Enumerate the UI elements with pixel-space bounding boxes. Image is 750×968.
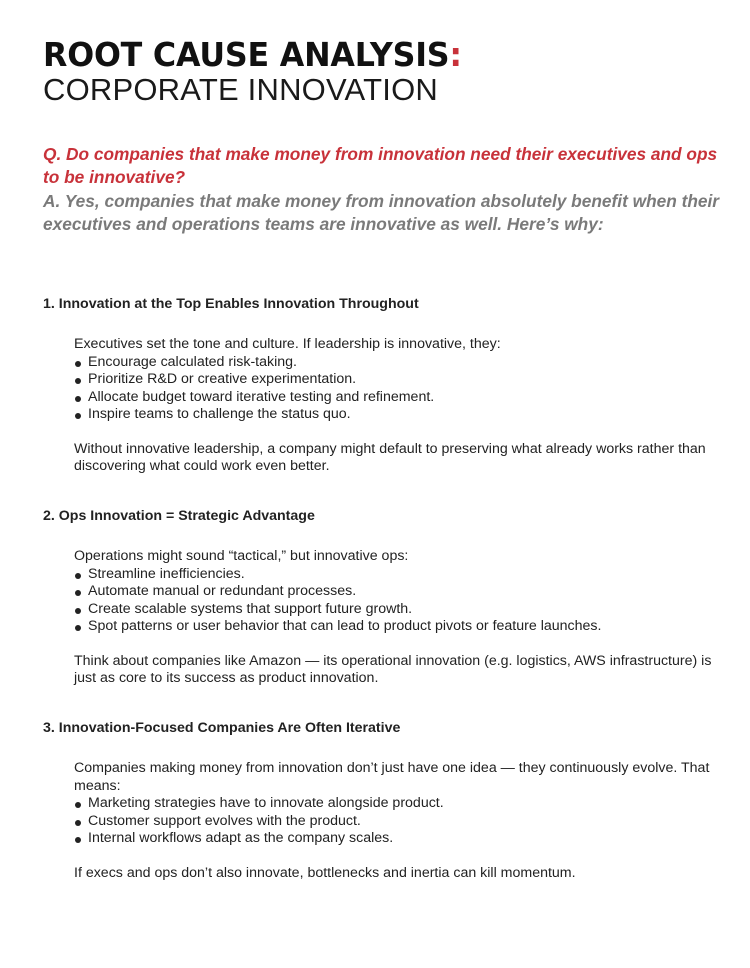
title-subtitle: CORPORATE INNOVATION bbox=[43, 72, 438, 107]
section-body bbox=[74, 548, 723, 688]
bullet-icon bbox=[75, 378, 81, 384]
bullet-item bbox=[74, 583, 723, 601]
bullet-text: Marketing strategies have to innovate alongside product. bbox=[88, 795, 444, 811]
document-title bbox=[43, 35, 723, 107]
bullet-icon bbox=[75, 837, 81, 843]
section-1 bbox=[43, 295, 723, 476]
bullet-text: Spot patterns or user behavior that can lead to product pivots or feature launches. bbox=[88, 618, 602, 634]
bullet-text: Internal workflows adapt as the company scales. bbox=[88, 830, 394, 846]
bullet-list bbox=[74, 354, 723, 424]
section-intro: Executives set the tone and culture. If leadership is innovative, they: bbox=[74, 336, 501, 352]
section-3 bbox=[43, 719, 723, 882]
bullet-item bbox=[74, 795, 723, 813]
bullet-text: Automate manual or redundant processes. bbox=[88, 583, 357, 599]
title-main-text: ROOT CAUSE ANALYSIS bbox=[43, 35, 450, 74]
section-closing: If execs and ops don’t also innovate, bottlenecks and inertia can kill momentum. bbox=[74, 864, 576, 881]
section-heading: 1. Innovation at the Top Enables Innovation Throughout bbox=[43, 296, 419, 312]
bullet-item bbox=[74, 601, 723, 619]
bullet-text: Customer support evolves with the product. bbox=[88, 812, 361, 829]
bullet-item bbox=[74, 566, 723, 584]
bullet-text: Allocate budget toward iterative testing and refinement. bbox=[88, 388, 435, 405]
section-heading: 3. Innovation-Focused Companies Are Often Iterative bbox=[43, 720, 401, 736]
bullet-text: Create scalable systems that support future growth. bbox=[88, 600, 413, 617]
bullet-icon bbox=[75, 573, 81, 579]
bullet-text: Prioritize R&D or creative experimentation. bbox=[88, 371, 357, 387]
bullet-text: Streamline inefficiencies. bbox=[88, 565, 245, 582]
bullet-list bbox=[74, 566, 723, 636]
bullet-icon bbox=[75, 413, 81, 419]
section-2 bbox=[43, 507, 723, 688]
bullet-item bbox=[74, 406, 723, 424]
bullet-item bbox=[74, 389, 723, 407]
bullet-text: Encourage calculated risk-taking. bbox=[88, 353, 297, 370]
title-main bbox=[43, 35, 696, 74]
section-closing: Without innovative leadership, a company might default to preserving what already works rather than discovering what could work even better. bbox=[74, 440, 706, 474]
section-body bbox=[74, 760, 723, 882]
section-intro: Operations might sound “tactical,” but innovative ops: bbox=[74, 548, 409, 564]
bullet-item bbox=[74, 354, 723, 372]
bullet-icon bbox=[75, 361, 81, 367]
bullet-list bbox=[74, 795, 723, 848]
section-closing: Think about companies like Amazon — its operational innovation (e.g. logistics, AWS infrastructure) is just as core to its success as product innovation. bbox=[74, 652, 712, 686]
bullet-item bbox=[74, 618, 723, 636]
answer-text: A. Yes, companies that make money from innovation absolutely benefit when their executives and operations teams are innovative as well. Here’s why: bbox=[43, 190, 720, 234]
question-text: Q. Do companies that make money from innovation need their executives and ops to be innovative? bbox=[43, 144, 718, 188]
bullet-item bbox=[74, 813, 723, 831]
bullet-icon bbox=[75, 802, 81, 808]
bullet-text: Inspire teams to challenge the status quo. bbox=[88, 406, 351, 422]
bullet-icon bbox=[75, 608, 81, 614]
bullet-icon bbox=[75, 590, 81, 596]
bullet-item bbox=[74, 830, 723, 848]
bullet-icon bbox=[75, 396, 81, 402]
bullet-icon bbox=[75, 625, 81, 631]
section-heading: 2. Ops Innovation = Strategic Advantage bbox=[43, 508, 315, 524]
bullet-icon bbox=[75, 820, 81, 826]
qa-block bbox=[43, 143, 723, 236]
section-intro: Companies making money from innovation don’t just have one idea — they continuously evolve. That means: bbox=[74, 760, 710, 794]
bullet-item bbox=[74, 371, 723, 389]
title-colon: : bbox=[449, 35, 462, 74]
section-body bbox=[74, 336, 723, 476]
